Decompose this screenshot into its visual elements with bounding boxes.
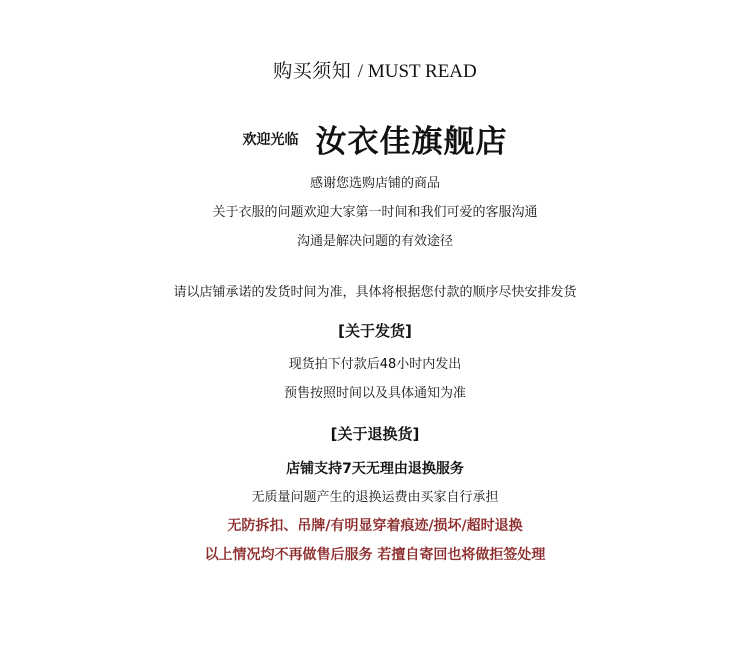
intro-line-3: 沟通是解决问题的有效途径 xyxy=(296,234,453,249)
page-title xyxy=(0,58,750,85)
welcome-banner xyxy=(0,116,750,161)
intro-line-2: 关于衣服的问题欢迎大家第一时间和我们可爱的客服沟通 xyxy=(212,205,538,220)
returns-line: 无质量问题产生的退换运费由买家自行承担 xyxy=(251,490,499,505)
returns-heading: [关于退换货] xyxy=(330,425,420,443)
shipping-line-1: 现货拍下付款后48小时内发出 xyxy=(288,357,462,372)
shipping-line-2: 预售按照时间以及具体通知为准 xyxy=(283,386,466,401)
shipping-note: 请以店铺承诺的发货时间为准，具体将根据您付款的顺序尽快安排发货 xyxy=(173,285,577,300)
shipping-heading: [关于发货] xyxy=(338,322,412,340)
intro-line-1: 感谢您选购店铺的商品 xyxy=(309,176,440,191)
returns-warning-2: 以上情况均不再做售后服务 若擅自寄回也将做拒签处理 xyxy=(204,547,546,563)
title-en: / MUST READ xyxy=(357,61,477,82)
returns-strong-line: 店铺支持7天无理由退换服务 xyxy=(286,461,464,477)
store-name: 汝衣佳旗舰店 xyxy=(315,124,508,160)
returns-warning-1: 无防拆扣、吊牌/有明显穿着痕迹/损坏/超时退换 xyxy=(227,518,523,534)
welcome-text: 欢迎光临 xyxy=(242,131,299,148)
title-cn: 购买须知 xyxy=(273,60,352,82)
